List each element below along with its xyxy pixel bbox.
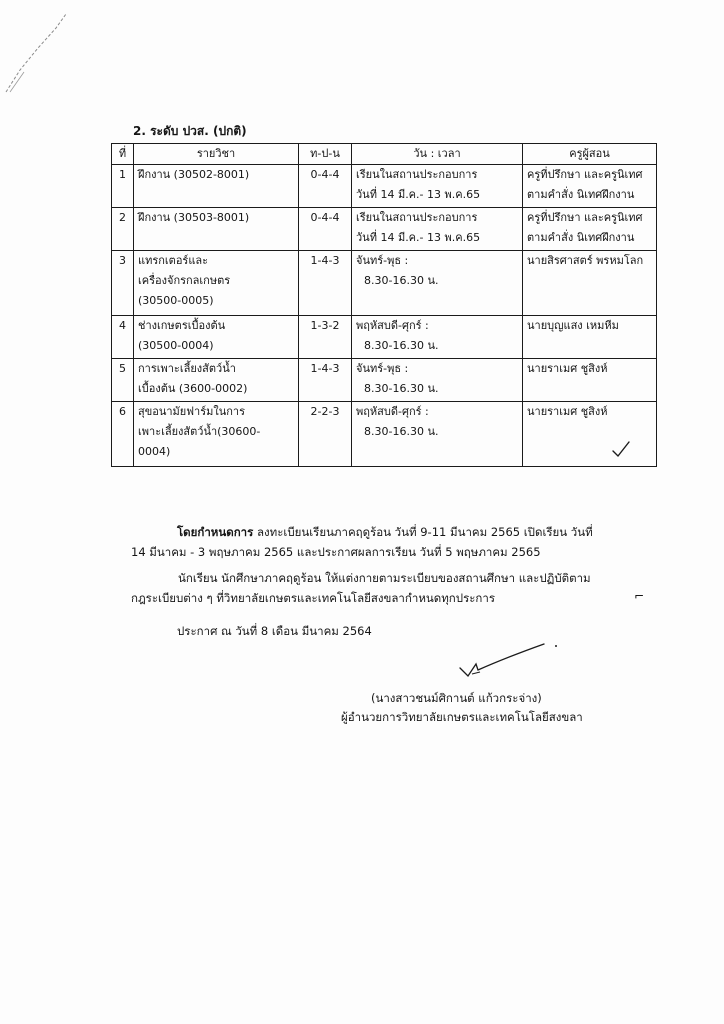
registration-paragraph-line2: 14 มีนาคม - 3 พฤษภาคม 2565 และประกาศผลการเรียน วันที่ 5 พฤษภาคม 2565 xyxy=(131,545,541,559)
day-time-line: 8.30-16.30 น. xyxy=(364,425,439,438)
table-row xyxy=(112,208,657,251)
row-teacher xyxy=(523,165,657,208)
subject-line: แทรกเตอร์และ xyxy=(138,254,209,267)
table-row xyxy=(112,251,657,316)
row-tpn: 0-4-4 xyxy=(299,165,352,208)
row-tpn: 2-2-3 xyxy=(299,402,352,467)
header-day-time: วัน : เวลา xyxy=(352,144,523,165)
day-time-line: จันทร์-พุธ : xyxy=(356,254,409,267)
day-time-line: พฤหัสบดี-ศุกร์ : xyxy=(356,405,429,418)
schedule-table xyxy=(111,143,657,467)
teacher-line: นายสิรศาสตร์ พรหมโลก xyxy=(527,254,644,267)
day-time-line: 8.30-16.30 น. xyxy=(364,382,439,395)
row-no: 5 xyxy=(112,359,134,402)
bold-lead: โดยกำหนดการ xyxy=(177,525,254,539)
announcement-date: ประกาศ ณ วันที่ 8 เดือน มีนาคม 2564 xyxy=(177,624,372,638)
teacher-line: ตามคำสั่ง นิเทศฝึกงาน xyxy=(527,231,635,244)
teacher-line: ครูที่ปรึกษา และครูนิเทศ xyxy=(527,168,643,181)
dress-code-paragraph-line1: นักเรียน นักศึกษาภาคฤดูร้อน ให้แต่งกายตามระเบียบของสถานศึกษา และปฏิบัติตาม xyxy=(178,571,591,585)
row-day-time xyxy=(352,165,523,208)
subject-line: เพาะเลี้ยงสัตว์น้ำ(30600- xyxy=(138,425,261,438)
row-tpn: 1-4-3 xyxy=(299,359,352,402)
header-subject: รายวิชา xyxy=(134,144,299,165)
dress-code-paragraph-line2: กฎระเบียบต่าง ๆ ที่วิทยาลัยเกษตรและเทคโนโลยีสงขลากำหนดทุกประการ xyxy=(131,591,496,605)
teacher-line: นายราเมศ ชูสิงห์ xyxy=(527,405,608,418)
row-day-time xyxy=(352,316,523,359)
header-teacher: ครูผู้สอน xyxy=(523,144,657,165)
subject-line: 0004) xyxy=(138,445,171,458)
table-row xyxy=(112,316,657,359)
teacher-line: ตามคำสั่ง นิเทศฝึกงาน xyxy=(527,188,635,201)
table-row xyxy=(112,165,657,208)
subject-line: การเพาะเลี้ยงสัตว์น้ำ xyxy=(138,362,236,375)
row-day-time xyxy=(352,359,523,402)
day-time-line: เรียนในสถานประกอบการ xyxy=(356,168,478,181)
row-subject xyxy=(134,208,299,251)
day-time-line: จันทร์-พุธ : xyxy=(356,362,409,375)
subject-line: ช่างเกษตรเบื้องต้น xyxy=(138,319,226,332)
stray-mark: ⌐ xyxy=(634,589,645,603)
row-day-time xyxy=(352,208,523,251)
teacher-line: นายราเมศ ชูสิงห์ xyxy=(527,362,608,375)
row-subject xyxy=(134,251,299,316)
row-tpn: 0-4-4 xyxy=(299,208,352,251)
row-tpn: 1-4-3 xyxy=(299,251,352,316)
registration-paragraph-line1 xyxy=(177,523,593,541)
subject-line: ฝึกงาน (30503-8001) xyxy=(138,211,250,224)
header-tpn: ท-ป-น xyxy=(299,144,352,165)
scan-streak-mark xyxy=(0,0,80,100)
teacher-line: ครูที่ปรึกษา และครูนิเทศ xyxy=(527,211,643,224)
signer-title: ผู้อำนวยการวิทยาลัยเกษตรและเทคโนโลยีสงขลา xyxy=(341,710,583,724)
row-teacher xyxy=(523,251,657,316)
row-no: 6 xyxy=(112,402,134,467)
day-time-line: 8.30-16.30 น. xyxy=(364,274,439,287)
registration-text: ลงทะเบียนเรียนภาคฤดูร้อน วันที่ 9-11 มีนาคม 2565 เปิดเรียน วันที่ xyxy=(253,525,593,539)
row-subject xyxy=(134,359,299,402)
subject-line: เครื่องจักรกลเกษตร xyxy=(138,274,231,287)
row-subject xyxy=(134,165,299,208)
row-teacher xyxy=(523,316,657,359)
subject-line: (30500-0004) xyxy=(138,339,214,352)
day-time-line: เรียนในสถานประกอบการ xyxy=(356,211,478,224)
row-teacher xyxy=(523,402,657,467)
row-teacher xyxy=(523,208,657,251)
table-header-row xyxy=(112,144,657,165)
row-no: 1 xyxy=(112,165,134,208)
subject-line: เบื้องต้น (3600-0002) xyxy=(138,382,248,395)
header-no: ที่ xyxy=(112,144,134,165)
row-no: 4 xyxy=(112,316,134,359)
row-teacher xyxy=(523,359,657,402)
row-day-time xyxy=(352,251,523,316)
table-row xyxy=(112,402,657,467)
day-time-line: วันที่ 14 มี.ค.- 13 พ.ค.65 xyxy=(356,188,481,201)
row-subject xyxy=(134,316,299,359)
row-subject xyxy=(134,402,299,467)
signature-mark xyxy=(452,638,562,688)
section-heading: 2. ระดับ ปวส. (ปกติ) xyxy=(133,124,247,138)
day-time-line: วันที่ 14 มี.ค.- 13 พ.ค.65 xyxy=(356,231,481,244)
day-time-line: พฤหัสบดี-ศุกร์ : xyxy=(356,319,429,332)
checkmark-icon xyxy=(611,440,631,460)
row-no: 3 xyxy=(112,251,134,316)
subject-line: (30500-0005) xyxy=(138,294,214,307)
subject-line: ฝึกงาน (30502-8001) xyxy=(138,168,250,181)
subject-line: สุขอนามัยฟาร์มในการ xyxy=(138,405,245,418)
teacher-line: นายบุญแสง เหมหีม xyxy=(527,319,619,332)
row-tpn: 1-3-2 xyxy=(299,316,352,359)
row-no: 2 xyxy=(112,208,134,251)
table-row xyxy=(112,359,657,402)
row-day-time xyxy=(352,402,523,467)
signer-name: (นางสาวชนม์ศิกานต์ แก้วกระจ่าง) xyxy=(371,691,542,705)
day-time-line: 8.30-16.30 น. xyxy=(364,339,439,352)
